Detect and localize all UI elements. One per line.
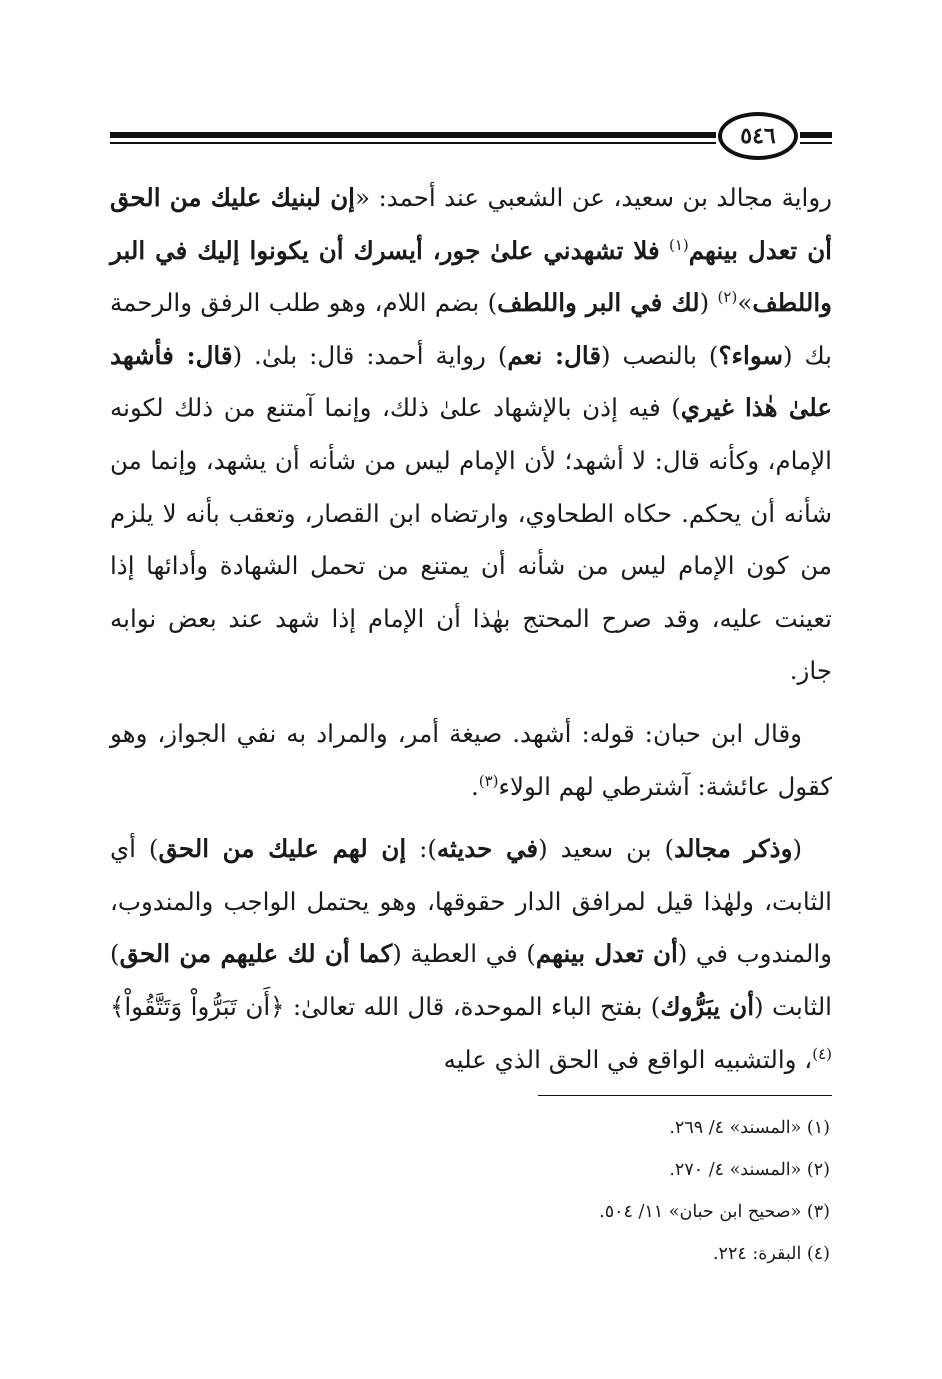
text-run: رواية مجالد بن سعيد، عن الشعبي عند أحمد: « bbox=[355, 183, 832, 212]
text-run bbox=[660, 236, 669, 265]
header-rule bbox=[110, 132, 716, 138]
hadith-quote: إن لهم عليك من الحق bbox=[158, 834, 407, 864]
text-run: ) في العطية ( bbox=[392, 939, 536, 969]
text-run: ( bbox=[699, 288, 718, 318]
text-run: ) الثابت ( bbox=[110, 939, 832, 1021]
text-run: ) بفتح الباء الموحدة، قال الله تعالىٰ: ﴿أَن تَبَرُّواْ وَتَتَّقُواْ﴾ bbox=[110, 991, 661, 1021]
footnote-ref: (١) bbox=[668, 235, 689, 254]
hadith-quote: لك في البر واللطف bbox=[497, 288, 700, 318]
text-run: ): bbox=[406, 834, 437, 864]
text-run: ) بضم اللام، وهو طلب الرفق والرحمة بك ( bbox=[110, 288, 832, 370]
header-rule-thin bbox=[110, 142, 716, 144]
footnotes bbox=[110, 1107, 832, 1275]
hadith-quote: أن تعدل بينهم bbox=[535, 939, 678, 969]
footnote-2: (٢) «المسند» ٤/ ٢٧٠. bbox=[669, 1160, 830, 1180]
paragraph-3 bbox=[110, 823, 832, 1086]
footnote-1: (١) «المسند» ٤/ ٢٦٩. bbox=[669, 1118, 830, 1138]
text-run: . bbox=[470, 771, 479, 801]
text-run: » bbox=[737, 288, 753, 318]
footnote-4: (٤) البقرة: ٢٢٤. bbox=[712, 1244, 830, 1264]
hadith-quote: إن لبنيك عليك من الحق أن تعدل بينهم bbox=[110, 183, 832, 265]
hadith-quote: كما أن لك عليهم من الحق bbox=[119, 939, 393, 969]
paragraph-2 bbox=[110, 708, 832, 813]
paragraph-1 bbox=[110, 172, 832, 698]
footnote-3: (٣) «صحيح ابن حبان» ١١/ ٥٠٤. bbox=[599, 1202, 830, 1222]
footnote-ref: (٤) bbox=[812, 1044, 832, 1063]
text-run: ) أي الثابت، ولهٰذا قيل لمرافق الدار حقوقها، وهو يحتمل الواجب والمندوب، والمندوب في ( bbox=[110, 834, 832, 969]
hadith-quote: سواء؟ bbox=[718, 340, 784, 370]
hadith-quote: وذكر مجالد bbox=[674, 834, 793, 864]
text-run: ) رواية أحمد: قال: بلىٰ. ( bbox=[232, 340, 508, 370]
hadith-quote: فلا تشهدني علىٰ جور، أيسرك أن يكونوا إليك في البر واللطف bbox=[110, 235, 832, 318]
hadith-quote: قال: نعم bbox=[507, 340, 602, 370]
hadith-quote: قال: فأشهد علىٰ هٰذا غيري bbox=[110, 340, 832, 423]
footnote-ref: (٢) bbox=[717, 288, 738, 307]
main-text bbox=[110, 172, 832, 1086]
hadith-quote: في حديثه bbox=[436, 834, 539, 864]
footnote-ref: (٣) bbox=[478, 771, 499, 790]
text-run: ، والتشبيه الواقع في الحق الذي عليه bbox=[443, 1044, 813, 1074]
page-header bbox=[110, 112, 832, 162]
footnote-separator bbox=[538, 1095, 832, 1096]
text-run: ) بالنصب ( bbox=[601, 340, 719, 370]
text-run: ) بن سعيد ( bbox=[538, 834, 675, 864]
hadith-quote: أن يبَرُّوك bbox=[660, 991, 755, 1021]
header-rule-right bbox=[800, 132, 832, 138]
text-run: ) فيه إذن بالإشهاد علىٰ ذلك، وإنما آمتنع من ذلك لكونه الإمام، وكأنه قال: لا أشهد؛ لأن الإمام ليس من شأنه أن يشهد، وإنما من شأنه أن يحكم. حكاه الطحاوي، وارتضاه ابن القصار، وتعقب بأنه لا يلزم من كون الإمام ليس من شأنه أن يمتنع من تحمل الشهادة وأدائها إذا تعينت عليه، وقد صرح المحتج بهٰذا أن الإمام إذا شهد عند بعض نوابه جاز. bbox=[110, 393, 832, 686]
text-run: ( bbox=[792, 834, 802, 864]
text-run: وقال ابن حبان: قوله: أشهد. صيغة أمر، والمراد به نفي الجواز، وهو كقول عائشة: آشترطي لهم الولاء bbox=[110, 718, 832, 801]
header-rule-right-thin bbox=[800, 142, 832, 144]
page-number: ٥٤٦ bbox=[718, 112, 798, 160]
